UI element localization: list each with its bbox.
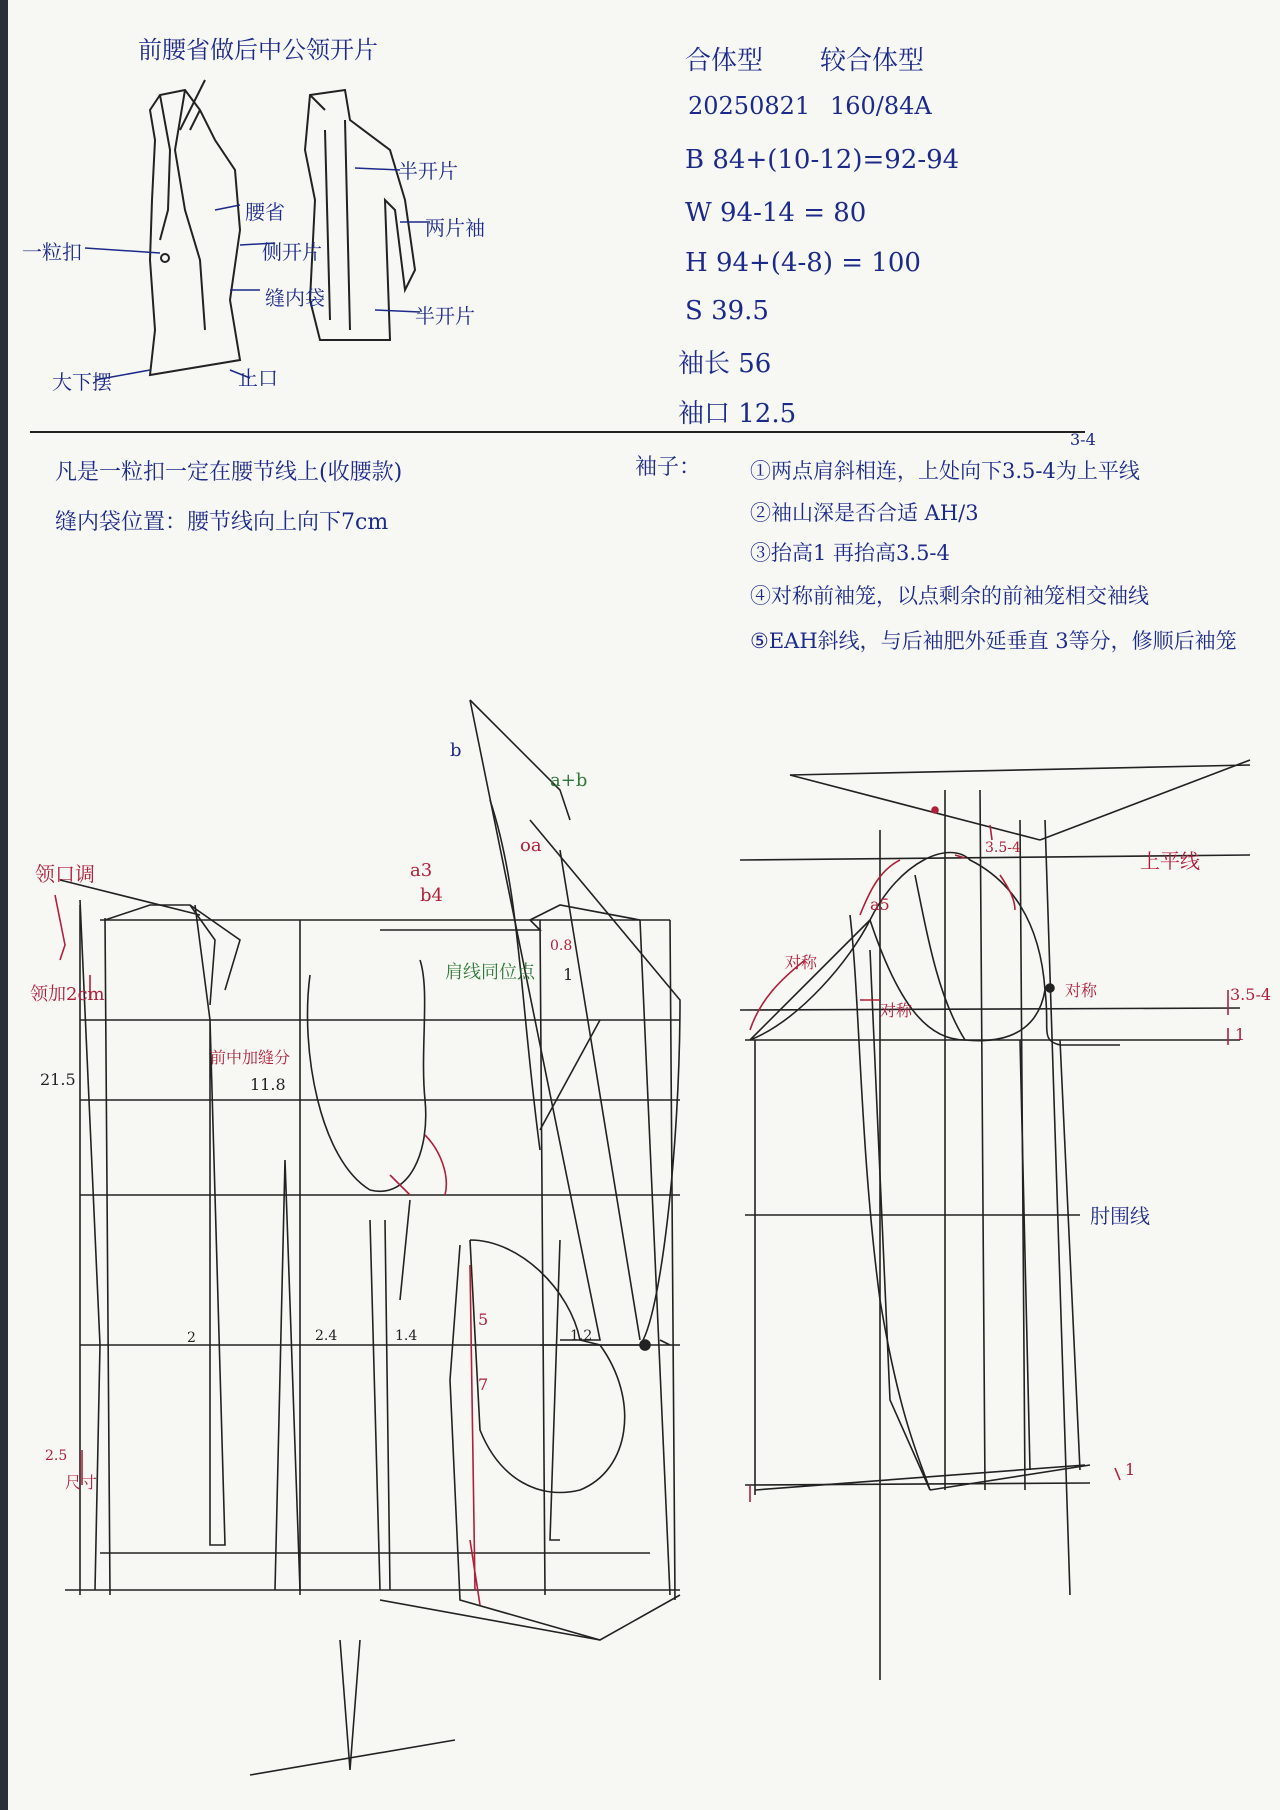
spec-sleeve-length: 袖长 56 [678, 349, 772, 379]
label-sym-right: 对称 [1065, 981, 1098, 1000]
label-a-plus-b: a+b [550, 770, 588, 791]
sleeve-draft [740, 760, 1250, 1680]
label-elbow-line: 肘围线 [1090, 1204, 1150, 1228]
label-2-4: 2.4 [315, 1328, 338, 1344]
label-oa: oa [520, 835, 542, 856]
label-top-line: 上平线 [1140, 849, 1200, 873]
label-sym-front: 对称 [785, 953, 818, 972]
label-mark-small: 尺寸 [65, 1473, 98, 1492]
label-0-8: 0.8 [550, 938, 573, 954]
spec-shoulder: S 39.5 [685, 296, 769, 326]
sleeve-note-2: ②袖山深是否合适 AH/3 [750, 501, 979, 525]
sleeve-note-1: ①两点肩斜相连，上处向下3.5-4为上平线 [750, 459, 1140, 483]
label-neck-adjust: 领口调 [35, 862, 95, 886]
label-half-piece-bottom: 半开片 [415, 304, 475, 328]
bodice-red-marks [55, 895, 480, 1605]
draft-date: 20250821 [688, 92, 811, 120]
label-21-5: 21.5 [40, 1070, 76, 1089]
sleeve-notes-header: 袖子： [635, 455, 702, 480]
label-shoulder-ref: 肩线同位点 [445, 962, 535, 983]
label-add-2cm: 领加2cm [30, 984, 105, 1005]
body-type: 合体型 [685, 46, 764, 76]
label-sleeve: 两片袖 [425, 216, 485, 240]
label-inner-pocket: 缝内袋 [265, 286, 325, 310]
bodice-draft [60, 700, 680, 1775]
label-sleeve-3-5-4-b: 3.5-4 [1230, 985, 1272, 1004]
label-2: 2 [187, 1330, 196, 1346]
label-2-5: 2.5 [45, 1448, 68, 1464]
spec-hip: H 94+(4-8) = 100 [685, 248, 921, 278]
label-1-2: 1.2 [570, 1328, 593, 1344]
spec-cuff: 袖口 12.5 [678, 399, 797, 429]
label-front-piece: 侧开片 [262, 240, 322, 264]
label-b: b [450, 740, 462, 761]
note-button-rule: 凡是一粒扣一定在腰节线上(收腰款) [55, 460, 403, 485]
label-mark-1: 1 [563, 965, 574, 984]
fit-type: 较合体型 [820, 46, 925, 76]
sleeve-notes-superscript: 3-4 [1070, 430, 1096, 449]
label-mark-7: 7 [478, 1375, 489, 1394]
label-sleeve-1b: 1 [1125, 1460, 1136, 1479]
sleeve-note-3: ③抬高1 再抬高3.5-4 [750, 541, 950, 565]
label-half-piece-top: 半开片 [398, 159, 458, 183]
label-11-8: 11.8 [250, 1075, 286, 1094]
label-1-4: 1.4 [395, 1328, 418, 1344]
label-a3: a3 [410, 860, 433, 881]
label-mark-5: 5 [478, 1310, 489, 1329]
note-pocket-position: 缝内袋位置：腰节线向上向下7cm [55, 510, 389, 535]
label-front-dart: 前中加缝分 [210, 1048, 291, 1067]
spec-waist: W 94-14 = 80 [685, 198, 867, 228]
label-button: 一粒扣 [22, 240, 82, 264]
label-sleeve-3-5-4: 3.5-4 [985, 840, 1021, 856]
spec-bust: B 84+(10-12)=92-94 [685, 145, 960, 175]
size-spec: 160/84A [830, 92, 932, 120]
label-hem: 大下摆 [52, 370, 112, 394]
jacket-sketch-front [150, 80, 240, 375]
sleeve-note-5: ⑤EAH斜线，与后袖肥外延垂直 3等分，修顺后袖笼 [750, 629, 1237, 653]
label-b4: b4 [420, 885, 443, 906]
sleeve-note-4: ④对称前袖笼，以点剩余的前袖笼相交袖线 [750, 584, 1149, 608]
sleeve-red-marks [750, 825, 1228, 1502]
sketch-title: 前腰省做后中公领开片 [138, 36, 378, 64]
label-a5: a5 [870, 895, 890, 914]
label-dart: 腰省 [245, 200, 285, 224]
label-sleeve-1: 1 [1235, 1025, 1246, 1044]
label-front-bottom: 止口 [238, 366, 278, 390]
label-sym-mid: 对称 [880, 1001, 913, 1020]
